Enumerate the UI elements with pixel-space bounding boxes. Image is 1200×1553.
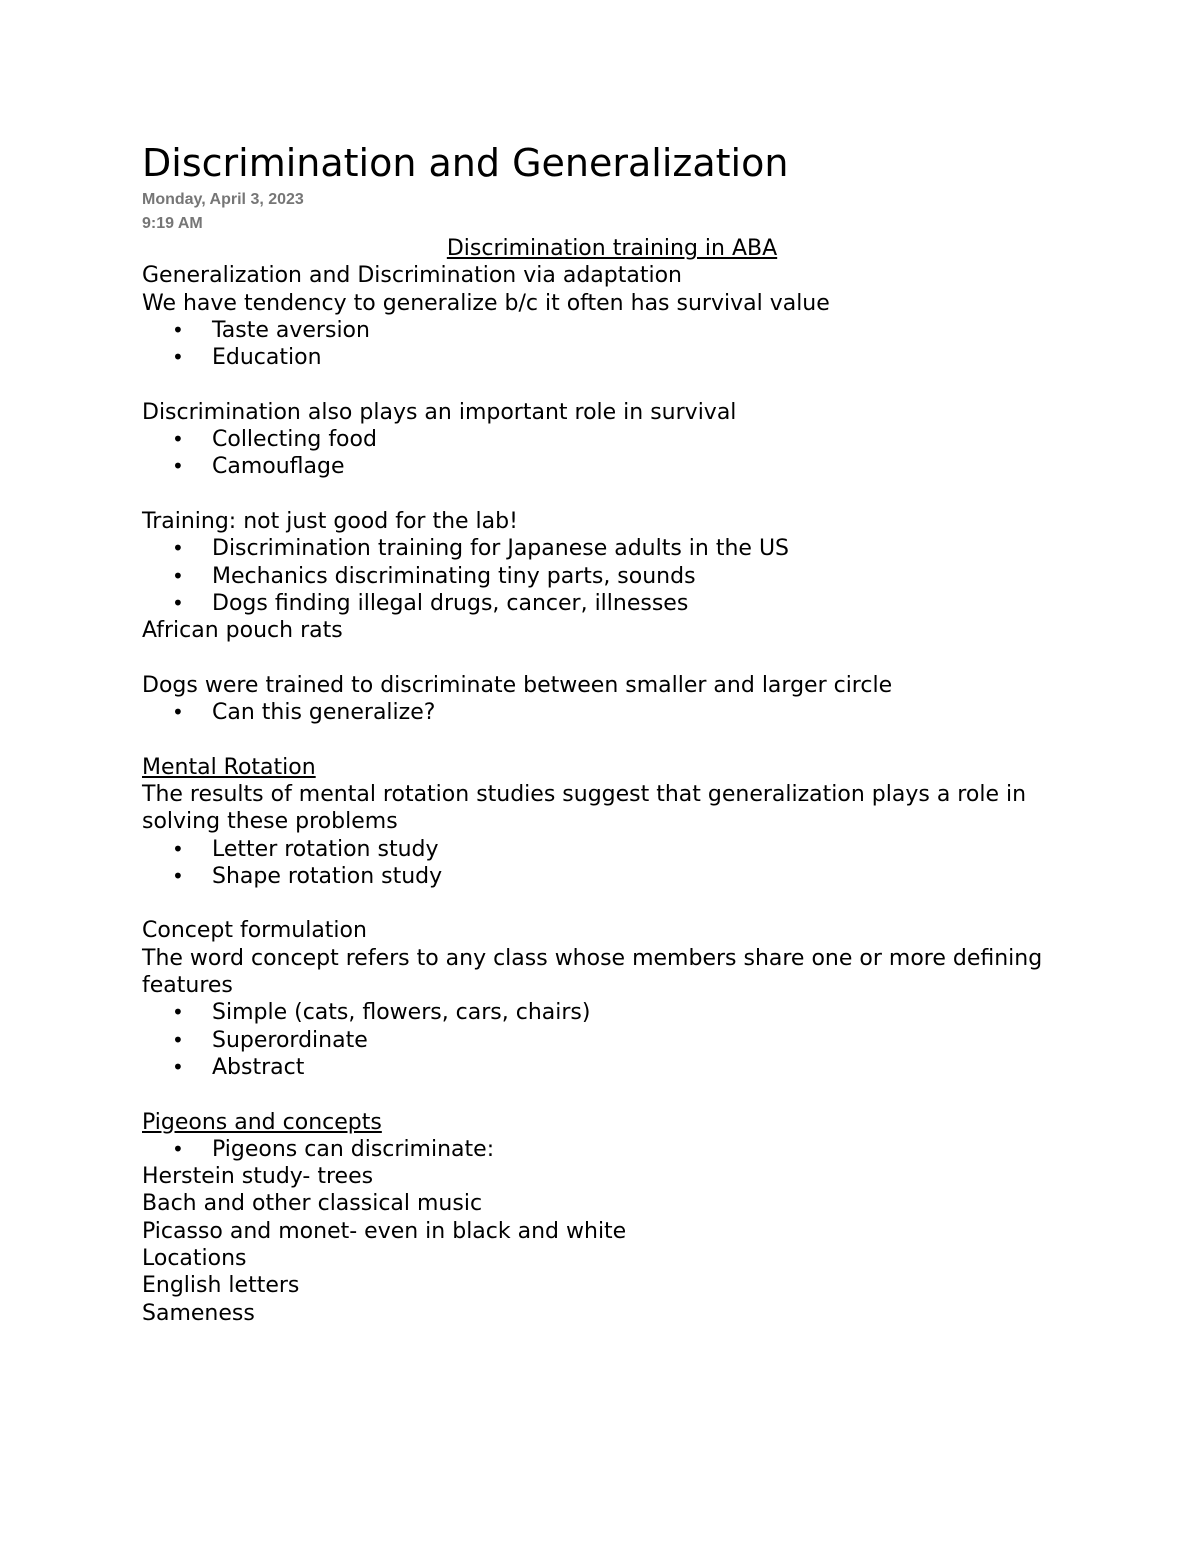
text-line: Sameness — [142, 1300, 255, 1326]
bullet-icon: • — [172, 454, 184, 479]
text-line: The results of mental rotation studies suggest that generalization plays a role in solving these problems — [142, 781, 1027, 835]
bullet-icon: • — [172, 836, 184, 861]
bullet-item: • Simple (cats, flowers, cars, chairs) — [172, 1000, 591, 1026]
subsection-heading: Concept formulation — [142, 918, 367, 944]
subsection-heading: Mental Rotation — [142, 754, 316, 780]
blank-line — [142, 726, 1082, 753]
text-line: Discrimination also plays an important role in survival — [142, 399, 737, 425]
bullet-item: • Pigeons can discriminate: — [172, 1136, 495, 1162]
text-line: Training: not just good for the lab! — [142, 508, 518, 534]
text-line: Locations — [142, 1245, 247, 1271]
text-line: We have tendency to generalize b/c it often has survival value — [142, 290, 830, 316]
bullet-icon: • — [172, 427, 184, 452]
page-title: Discrimination and Generalization — [142, 141, 789, 185]
bullet-icon: • — [172, 1054, 184, 1079]
bullet-icon: • — [172, 345, 184, 370]
bullet-icon: • — [172, 536, 184, 561]
text-line: Herstein study- trees — [142, 1164, 374, 1190]
bullet-icon: • — [172, 317, 184, 342]
blank-line — [142, 890, 1082, 917]
blank-line — [142, 371, 1082, 398]
bullet-icon: • — [172, 1136, 184, 1161]
bullet-item: • Abstract — [172, 1054, 305, 1080]
bullet-item: • Discrimination training for Japanese adults in the US — [172, 536, 790, 562]
bullet-icon: • — [172, 1027, 184, 1052]
bullet-item: • Letter rotation study — [172, 836, 439, 862]
note-body[interactable] — [142, 235, 1082, 1327]
text-line: The word concept refers to any class whose members share one or more defining features — [142, 945, 1043, 999]
bullet-item: • Collecting food — [172, 427, 377, 453]
blank-line — [142, 644, 1082, 671]
bullet-item: • Superordinate — [172, 1027, 368, 1053]
bullet-icon: • — [172, 563, 184, 588]
bullet-item: • Can this generalize? — [172, 700, 436, 726]
text-line: English letters — [142, 1273, 300, 1299]
blank-line — [142, 1081, 1082, 1108]
note-date: Monday, April 3, 2023 — [142, 191, 304, 208]
blank-line — [142, 481, 1082, 508]
bullet-icon: • — [172, 1000, 184, 1025]
text-line: Generalization and Discrimination via adaptation — [142, 263, 682, 289]
bullet-item: • Education — [172, 345, 322, 371]
subsection-heading: Pigeons and concepts — [142, 1109, 382, 1135]
bullet-item: • Camouflage — [172, 454, 345, 480]
bullet-item: • Mechanics discriminating tiny parts, sounds — [172, 563, 696, 589]
bullet-item: • Dogs finding illegal drugs, cancer, illnesses — [172, 590, 689, 616]
section-heading: Discrimination training in ABA — [446, 236, 778, 261]
bullet-item: • Shape rotation study — [172, 863, 443, 889]
bullet-item: • Taste aversion — [172, 317, 370, 343]
text-line: Picasso and monet- even in black and white — [142, 1218, 627, 1244]
bullet-icon: • — [172, 590, 184, 615]
bullet-icon: • — [172, 863, 184, 888]
text-line: Bach and other classical music — [142, 1191, 483, 1217]
bullet-icon: • — [172, 700, 184, 725]
text-line: Dogs were trained to discriminate between smaller and larger circle — [142, 672, 893, 698]
note-time: 9:19 AM — [142, 215, 203, 232]
text-line: African pouch rats — [142, 618, 343, 644]
